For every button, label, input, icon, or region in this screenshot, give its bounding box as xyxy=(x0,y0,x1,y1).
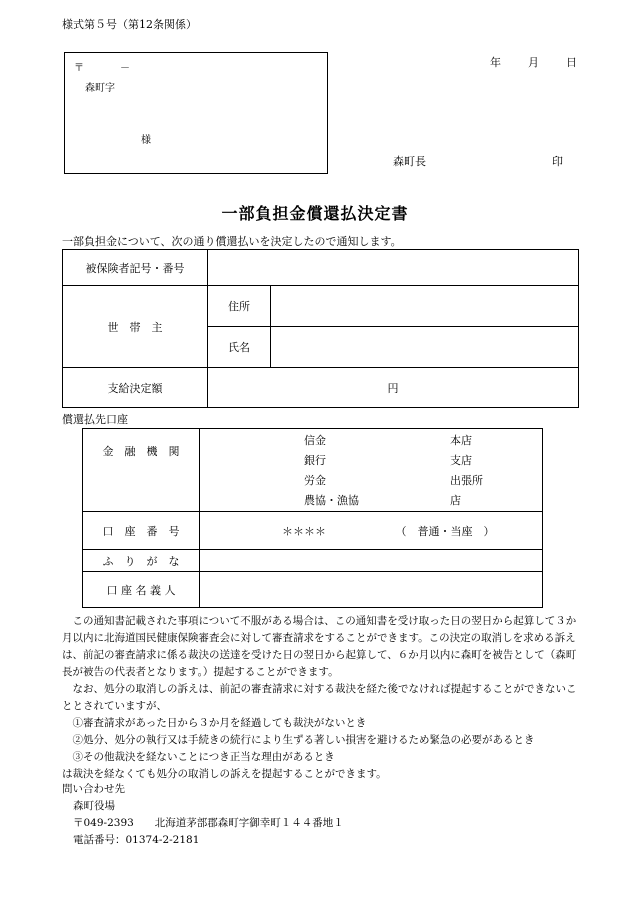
amount-label: 支給決定額 xyxy=(63,368,208,408)
contact-block xyxy=(62,781,344,849)
amount-yen: 円 xyxy=(208,368,579,408)
postal-mark: 〒 xyxy=(74,63,84,74)
contact-phone: 電話番号：01374-2-2181 xyxy=(73,834,200,846)
contact-office: 森町役場 xyxy=(73,800,115,812)
account-number-mask: ＊＊＊＊ xyxy=(282,524,326,538)
institution-value xyxy=(200,429,543,512)
notice-item: ①審査請求があった日から３か月を経過しても裁決がないとき xyxy=(62,717,367,729)
date-day: 日 xyxy=(566,56,577,69)
furigana-label: ふ り が な xyxy=(83,550,200,572)
bank-type-nokyo: 農協・漁協 xyxy=(304,494,359,507)
intro-text: 一部負担金について、次の通り償還払いを決定したので通知します。 xyxy=(62,235,402,248)
decision-table xyxy=(62,249,579,408)
recipient-town: 森町字 xyxy=(85,83,115,94)
insured-number-label: 被保険者記号・番号 xyxy=(63,250,208,286)
recipient-honorific: 様 xyxy=(141,135,151,146)
address-value xyxy=(271,286,579,327)
account-section-label: 償還払先口座 xyxy=(62,413,128,426)
document-title: 一部負担金償還払決定書 xyxy=(221,204,409,223)
branch-ten: 店 xyxy=(450,494,461,507)
branch-shiten: 支店 xyxy=(450,454,472,467)
notice-item: ③その他裁決を経ないことにつき正当な理由があるとき xyxy=(62,751,335,763)
insured-number-value xyxy=(208,250,579,286)
contact-heading: 問い合わせ先 xyxy=(62,783,125,795)
branch-shutchojo: 出張所 xyxy=(450,474,483,487)
form-number: 様式第５号（第12条関係） xyxy=(62,18,197,31)
appeal-notice xyxy=(62,613,582,783)
account-number-label: 口 座 番 号 xyxy=(83,512,200,550)
recipient-address-box xyxy=(64,52,328,174)
account-number-value xyxy=(200,512,543,550)
notice-item: ②処分、処分の執行又は手続きの続行により生ずる著しい損害を避けるため緊急の必要があるとき xyxy=(62,734,535,746)
householder-label: 世 帯 主 xyxy=(63,286,208,368)
account-type: （ 普通・当座 ） xyxy=(395,524,495,538)
bank-type-rokin: 労金 xyxy=(304,474,326,487)
issuer-seal: 印 xyxy=(552,155,563,168)
account-holder-label: 口 座 名 義 人 xyxy=(83,572,200,608)
account-table xyxy=(82,428,543,608)
notice-paragraph: なお、処分の取消しの訴えは、前記の審査請求に対する裁決を経た後でなければ提起することができないこととされていますが、 xyxy=(62,683,577,712)
furigana-value xyxy=(200,550,543,572)
postal-dash: － xyxy=(120,63,130,74)
notice-paragraph: この通知書記載された事項について不服がある場合は、この通知書を受け取った日の翌日から起算して３か月以内に北海道国民健康保険審査会に対して審査請求をすることができます。この決定の取消しを求める訴えは、前記の審査請求に係る裁決の送達を受けた日の翌日から起算して、６か月以内に森町を被告として（森町長が被告の代表者となります。）提起することができます。 xyxy=(62,615,577,678)
institution-label: 金 融 機 関 xyxy=(83,429,200,512)
issuer-mayor: 森町長 xyxy=(393,155,426,168)
notice-paragraph: は裁決を経なくても処分の取消しの訴えを提起することができます。 xyxy=(62,768,387,780)
name-value xyxy=(271,327,579,368)
bank-type-ginko: 銀行 xyxy=(304,454,326,467)
name-label: 氏名 xyxy=(208,327,271,368)
bank-type-shinkin: 信金 xyxy=(304,434,326,447)
date-month: 月 xyxy=(528,56,539,69)
account-holder-value xyxy=(200,572,543,608)
date-year: 年 xyxy=(490,56,501,69)
contact-address: 〒049-2393 北海道茅部郡森町字御幸町１４４番地１ xyxy=(73,817,344,829)
branch-honten: 本店 xyxy=(450,434,472,447)
address-label: 住所 xyxy=(208,286,271,327)
